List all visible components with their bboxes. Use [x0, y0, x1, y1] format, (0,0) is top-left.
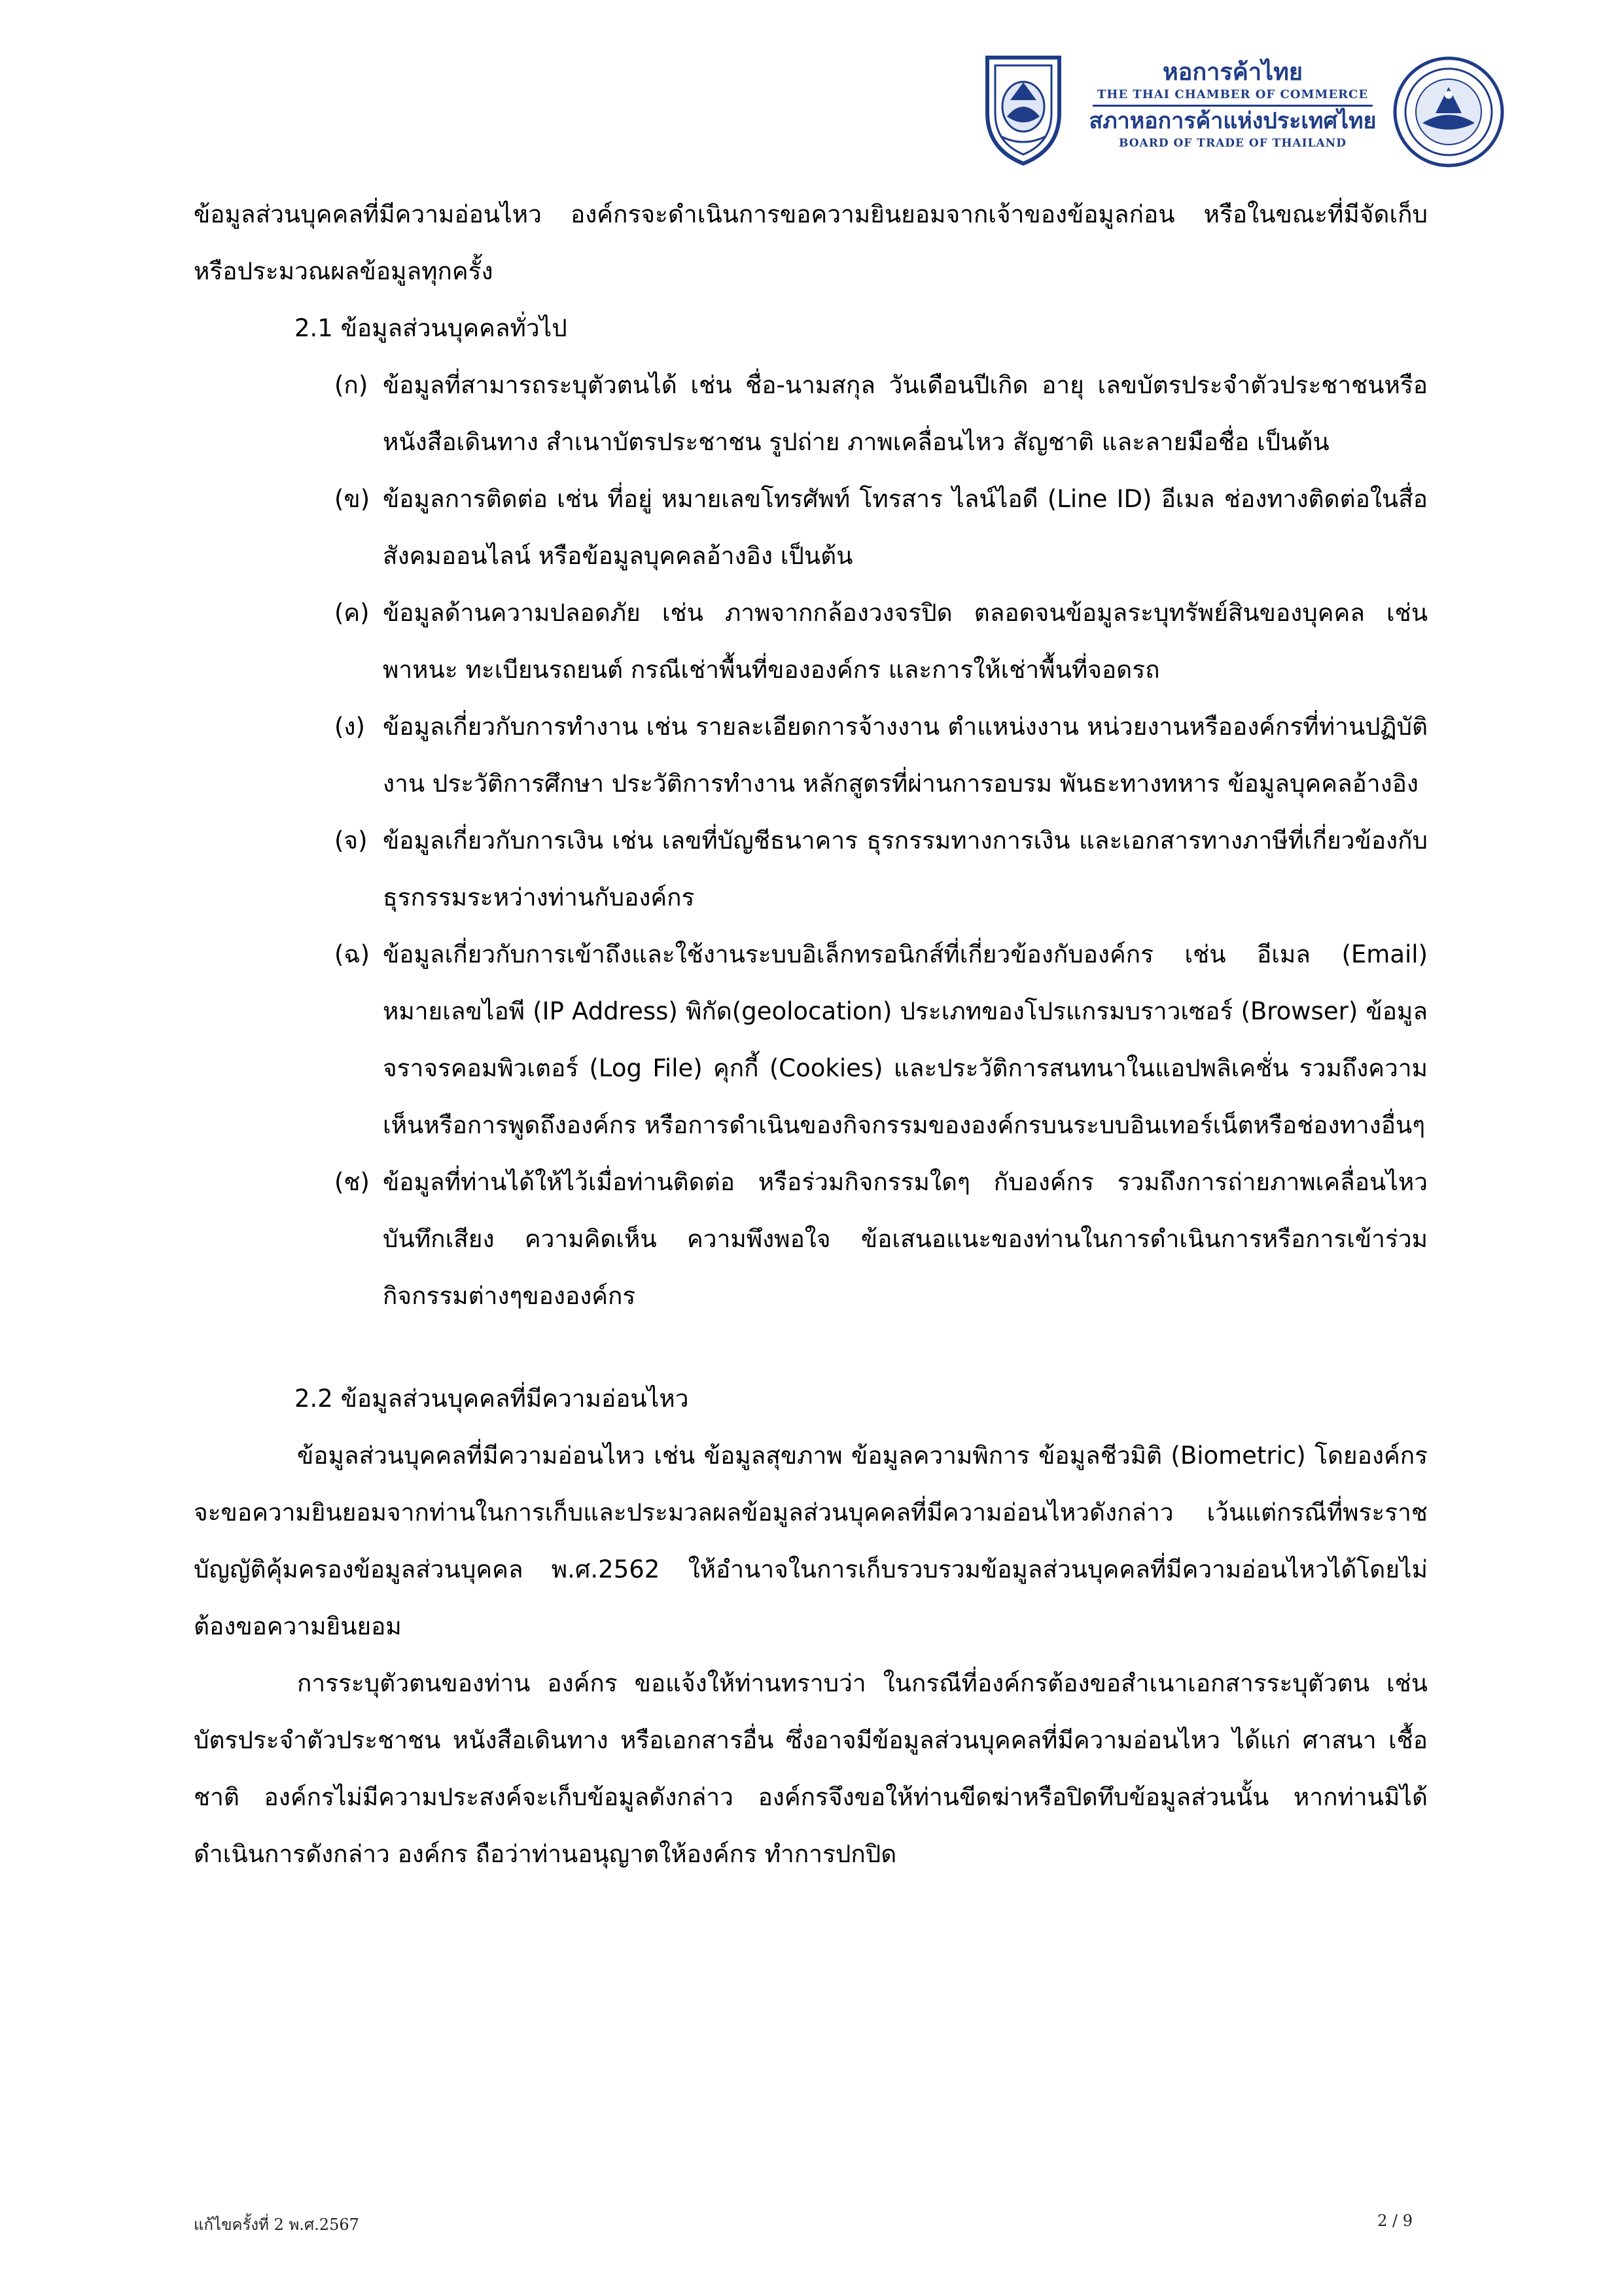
thai-chamber-seal-icon [974, 51, 1072, 169]
list-item-text: ข้อมูลเกี่ยวกับการทำงาน เช่น รายละเอียดการจ้างงาน ตำแหน่งงาน หน่วยงานหรือองค์กรที่ท่านปฏิบัติงาน ประวัติการศึกษา ประวัติการทำงาน หลักสูตรที่ผ่านการอบรม พันธะทางทหาร ข้อมูลบุคคลอ้างอิง [383, 713, 1428, 798]
list-item-text: ข้อมูลที่สามารถระบุตัวตนได้ เช่น ชื่อ-นามสกุล วันเดือนปีเกิด อายุ เลขบัตรประจำตัวประชาชนหรือหนังสือเดินทาง สำเนาบัตรประชาชน รูปถ่าย ภาพเคลื่อนไหว สัญชาติ และลายมือชื่อ เป็นต้น [383, 371, 1428, 456]
list-item-text: ข้อมูลที่ท่านได้ให้ไว้เมื่อท่านติดต่อ หรือร่วมกิจกรรมใดๆ กับองค์กร รวมถึงการถ่ายภาพเคลื่อนไหว บันทึกเสียง ความคิดเห็น ความพึงพอใจ ข้อเสนอแนะของท่านในการดำเนินการหรือการเข้าร่วมกิจกรรมต่างๆขององค์กร [383, 1168, 1428, 1310]
list-item [194, 812, 1428, 926]
list-item-label: (ช) [334, 1168, 370, 1196]
revision-note: แก้ไขครั้งที่ 2 พ.ศ.2567 [194, 2216, 359, 2234]
list-item-text: ข้อมูลเกี่ยวกับการเข้าถึงและใช้งานระบบอิเล็กทรอนิกส์ที่เกี่ยวข้องกับองค์กร เช่น อีเมล (Email) หมายเลขไอพี (IP Address) พิกัด(geolocation) ประเภทของโปรแกรมบราวเซอร์ (Browser) ข้อมูลจราจรคอมพิวเตอร์ (Log File) คุกกี้ (Cookies) และประวัติการสนทนาในแอปพลิเคชั่น รวมถึงความเห็นหรือการพูดถึงองค์กร หรือการดำเนินของกิจกรรมขององค์กรบนระบบอินเทอร์เน็ตหรือช่องทางอื่นๆ [383, 940, 1428, 1139]
section-heading-2-2: 2.2 ข้อมูลส่วนบุคคลที่มีความอ่อนไหว [294, 1385, 689, 1413]
page-number: 2 / 9 [1377, 2212, 1413, 2230]
org-name-thai: หอการค้าไทย [1163, 58, 1303, 86]
list-item [194, 926, 1428, 1154]
list-item-text: ข้อมูลเกี่ยวกับการเงิน เช่น เลขที่บัญชีธนาคาร ธุรกรรมทางการเงิน และเอกสารทางภาษีที่เกี่ยวข้องกับธุรกรรมระหว่างท่านกับองค์กร [383, 826, 1428, 911]
section-heading-2-1: 2.1 ข้อมูลส่วนบุคคลทั่วไป [294, 314, 567, 342]
board-name-english: BOARD OF TRADE OF THAILAND [1119, 137, 1347, 150]
list-item [194, 470, 1428, 584]
identity-paragraph: การระบุตัวตนของท่าน องค์กร ขอแจ้งให้ท่านทราบว่า ในกรณีที่องค์กรต้องขอสำเนาเอกสารระบุตัวตน เช่นบัตรประจำตัวประชาชน หนังสือเดินทาง หรือเอกสารอื่น ซึ่งอาจมีข้อมูลส่วนบุคคลที่มีความอ่อนไหว ได้แก่ ศาสนา เชื้อชาติ องค์กรไม่มีความประสงค์จะเก็บข้อมูลดังกล่าว องค์กรจึงขอให้ท่านขีดฆ่าหรือปิดทึบข้อมูลส่วนนั้น หากท่านมิได้ดำเนินการดังกล่าว องค์กร ถือว่าท่านอนุญาตให้องค์กร ทำการปกปิด [194, 1669, 1428, 1868]
list-item [194, 357, 1428, 470]
document-body [194, 186, 1428, 1882]
list-item [194, 698, 1428, 812]
list-item-label: (ง) [334, 713, 365, 741]
org-name-english: THE THAI CHAMBER OF COMMERCE [1097, 88, 1369, 101]
board-of-trade-seal-icon [1390, 54, 1507, 169]
list-item-text: ข้อมูลการติดต่อ เช่น ที่อยู่ หมายเลขโทรศัพท์ โทรสาร ไลน์ไอดี (Line ID) อีเมล ช่องทางติดต่อในสื่อสังคมออนไลน์ หรือข้อมูลบุคคลอ้างอิง เป็นต้น [383, 485, 1428, 570]
list-item-label: (ค) [334, 599, 370, 627]
board-name-thai: สภาหอการค้าแห่งประเทศไทย [1089, 108, 1377, 134]
list-item-label: (จ) [334, 826, 368, 855]
intro-paragraph: ข้อมูลส่วนบุคคลที่มีความอ่อนไหว องค์กรจะดำเนินการขอความยินยอมจากเจ้าของข้อมูลก่อน หรือในขณะที่มีจัดเก็บหรือประมวณผลข้อมูลทุกครั้ง [194, 200, 1428, 285]
list-item [194, 584, 1428, 698]
spacer [194, 1324, 1428, 1370]
list-item-text: ข้อมูลด้านความปลอดภัย เช่น ภาพจากกล้องวงจรปิด ตลอดจนข้อมูลระบุทรัพย์สินของบุคคล เช่น พาหนะ ทะเบียนรถยนต์ กรณีเช่าพื้นที่ขององค์กร และการให้เช่าพื้นที่จอดรถ [383, 599, 1428, 684]
page-footer [194, 2212, 1413, 2238]
sensitive-data-paragraph: ข้อมูลส่วนบุคคลที่มีความอ่อนไหว เช่น ข้อมูลสุขภาพ ข้อมูลความพิการ ข้อมูลชีวมิติ (Biometric) โดยองค์กรจะขอความยินยอมจากท่านในการเก็บและประมวลผลข้อมูลส่วนบุคคลที่มีความอ่อนไหวดังกล่าว เว้นแต่กรณีที่พระราชบัญญัติคุ้มครองข้อมูลส่วนบุคคล พ.ศ.2562 ให้อำนาจในการเก็บรวบรวมข้อมูลส่วนบุคคลที่มีความอ่อนไหวได้โดยไม่ต้องขอความยินยอม [194, 1441, 1428, 1640]
list-item-label: (ก) [334, 371, 368, 399]
list-item-label: (ข) [334, 485, 370, 513]
organization-names [1089, 58, 1377, 151]
list-item-label: (ฉ) [334, 940, 370, 968]
letterhead [974, 51, 1517, 169]
list-item [194, 1154, 1428, 1324]
